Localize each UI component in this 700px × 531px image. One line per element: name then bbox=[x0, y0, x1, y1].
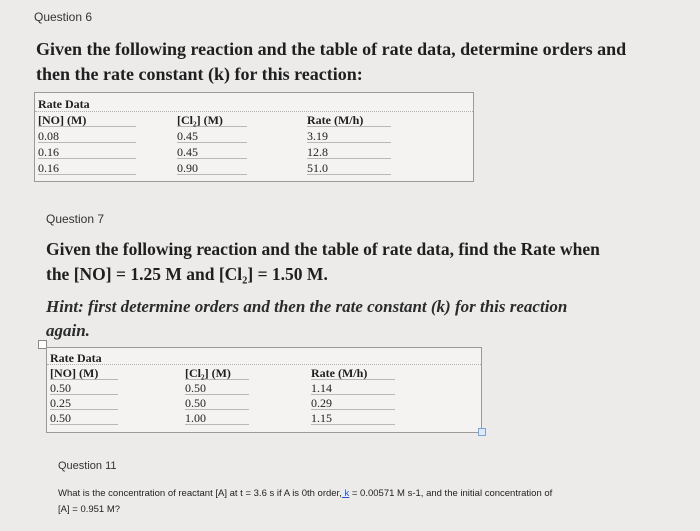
question-6-rate-table bbox=[34, 92, 474, 182]
header-cl2: [Cl₂] (M) bbox=[177, 114, 247, 127]
question-7-hint-line1: Hint: first determine orders and then the rate constant (k) for this reaction bbox=[46, 297, 568, 316]
question-7-rate-table bbox=[46, 347, 482, 433]
header-cl2: [Cl₂] (M) bbox=[185, 367, 249, 380]
table-cell: 0.90 bbox=[177, 162, 247, 175]
table-cell: 0.29 bbox=[311, 397, 395, 410]
table-cell: 1.15 bbox=[311, 412, 395, 425]
table-cell: 0.16 bbox=[38, 146, 136, 159]
table-cell: 0.16 bbox=[38, 162, 136, 175]
table-cell: 0.45 bbox=[177, 130, 247, 143]
table-cell: 51.0 bbox=[307, 162, 391, 175]
question-7-label: Question 7 bbox=[46, 212, 105, 226]
table-cell: 1.00 bbox=[185, 412, 249, 425]
question-6-text-line1: Given the following reaction and the table of rate data, determine orders and bbox=[36, 39, 627, 59]
table-cell: 1.14 bbox=[311, 382, 395, 395]
table-cell: 0.08 bbox=[38, 130, 136, 143]
table-cell: 3.19 bbox=[307, 130, 391, 143]
question-11-text-line1 bbox=[58, 487, 552, 501]
question-7-text-line1: Given the following reaction and the table of rate data, find the Rate when bbox=[46, 239, 600, 259]
question-7-hint-line2: again. bbox=[46, 321, 90, 340]
table-cell: 0.50 bbox=[50, 382, 118, 395]
table-cell: 0.25 bbox=[50, 397, 118, 410]
k-link[interactable]: k bbox=[341, 488, 350, 499]
header-no: [NO] (M) bbox=[50, 367, 118, 380]
header-rate: Rate (M/h) bbox=[307, 114, 391, 127]
question-11-label: Question 11 bbox=[58, 460, 117, 472]
header-no: [NO] (M) bbox=[38, 114, 136, 127]
rate-data-caption: Rate Data bbox=[50, 351, 102, 365]
question-11-text-b: = 0.00571 M s-1, and the initial concentration of bbox=[349, 488, 553, 499]
question-6-label: Question 6 bbox=[34, 10, 93, 24]
question-11-text-a: What is the concentration of reactant [A] at t = 3.6 s if A is 0th order, bbox=[58, 488, 342, 499]
header-rate: Rate (M/h) bbox=[311, 367, 395, 380]
table-cell: 12.8 bbox=[307, 146, 391, 159]
rate-data-caption: Rate Data bbox=[38, 97, 90, 111]
question-6-text-line2: then the rate constant (k) for this reaction: bbox=[36, 64, 363, 84]
question-11-text-line2: [A] = 0.951 M? bbox=[58, 504, 121, 515]
table-resize-handle[interactable] bbox=[478, 428, 486, 436]
question-7-text-line2: the [NO] = 1.25 M and [Cl₂] = 1.50 M. bbox=[46, 264, 328, 284]
table-cell: 0.50 bbox=[185, 382, 249, 395]
table-cell: 0.50 bbox=[50, 412, 118, 425]
table-cell: 0.50 bbox=[185, 397, 249, 410]
table-cell: 0.45 bbox=[177, 146, 247, 159]
